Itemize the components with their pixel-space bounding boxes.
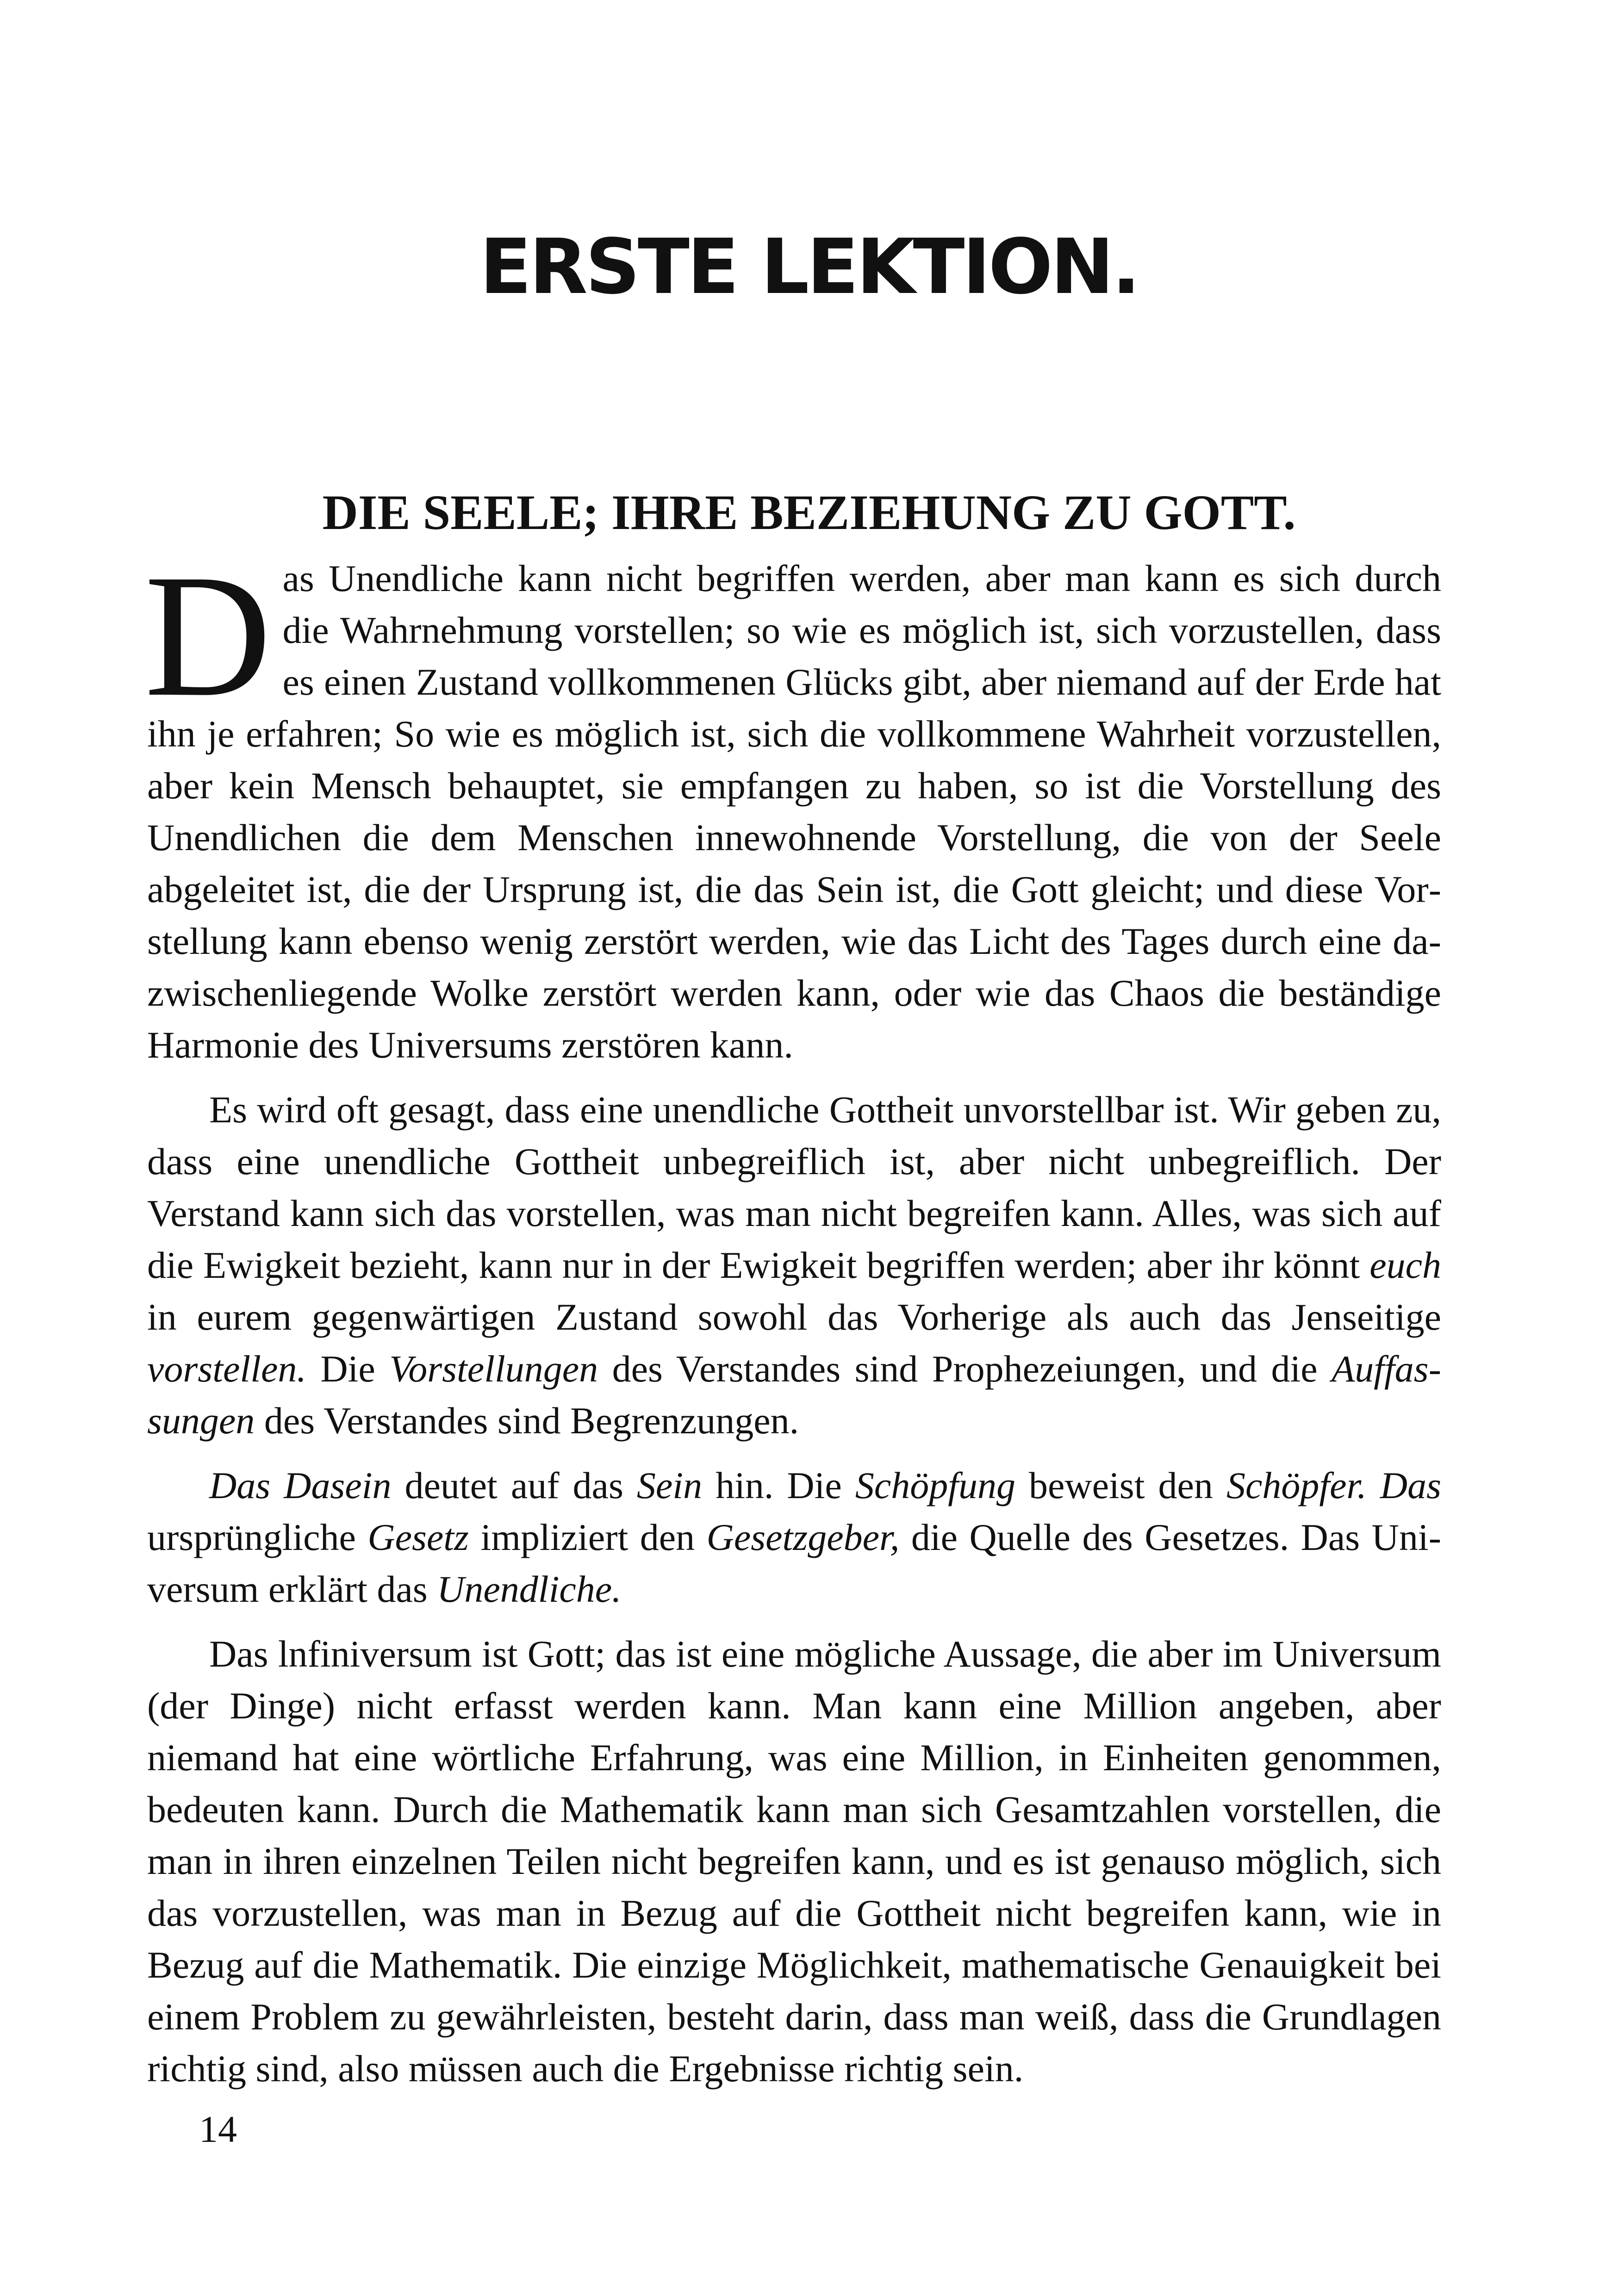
italic-run: Vorstellungen [389, 1348, 598, 1390]
text-run: des Verstandes sind Prophezeiungen, und die [598, 1348, 1332, 1390]
text-run: Es wird oft gesagt, dass eine unendliche Gottheit unvorstellbar ist. Wir geben zu, dass eine unendliche Gottheit unbegreiflich ist, aber nicht unbegreiflich. Der Verstand kann sich das vorstellen, was man nicht begreifen kann. Alles, was sich auf die Ewigkeit bezieht, kann nur in der Ewigkeit begriffen werden; aber ihr könnt [147, 1089, 1441, 1286]
text-run: deutet auf das [391, 1464, 637, 1506]
paragraph-1 [144, 538, 1441, 1071]
section-title: DIE SEELE; IHRE BEZIEHUNG ZU GOTT. [322, 485, 1296, 540]
paragraph-4 [147, 1628, 1441, 2095]
text-run: ursprüngliche [147, 1516, 368, 1558]
drop-cap: D [144, 538, 272, 733]
italic-run: Gesetz [367, 1516, 469, 1558]
italic-run: Auffassungen [147, 1348, 1441, 1442]
chapter-title: ERSTE LEKTION. [479, 223, 1139, 311]
italic-run: Schöpfung [855, 1464, 1015, 1506]
text-run: die Quelle des Gesetzes. Das Universum erklärt das [147, 1516, 1441, 1610]
italic-run: Sein [636, 1464, 703, 1506]
italic-run: Gesetzgeber, [706, 1516, 900, 1558]
paragraph-4-text: Das lnfiniversum ist Gott; das ist eine mögliche Aussage, die aber im Universum (der Dinge) nicht erfasst werden kann. Man kann eine Million angeben, aber niemand hat eine wörtliche Erfahrung, was eine Million, in Einheiten genommen, bedeuten kann. Durch die Mathematik kann man sich Gesamtzahlen vorstellen, die man in ihren einzelnen Teilen nicht begreifen kann, und es ist genauso möglich, sich das vorzustellen, was man in Bezug auf die Gottheit nicht begreifen kann, wie in Bezug auf die Mathematik. Die einzige Möglichkeit, mathematische Genauigkeit bei einem Problem zu gewährleisten, besteht darin, dass man weiß, dass die Grundlagen richtig sind, also müssen auch die Ergebnisse richtig sein. [147, 1633, 1441, 2090]
text-run: Die [306, 1348, 390, 1390]
text-run: hin. Die [702, 1464, 855, 1506]
italic-run: vorstellen. [147, 1348, 306, 1390]
italic-run: Unendliche. [437, 1568, 622, 1610]
text-run: in eurem gegenwärtigen Zustand sowohl das Vorherige als auch das Jenseitige [147, 1296, 1441, 1338]
page-number: 14 [199, 2108, 237, 2150]
text-run: beweist den [1015, 1464, 1226, 1506]
body-text [144, 538, 1441, 2108]
text-run: des Verstandes sind Begrenzungen. [255, 1400, 799, 1442]
italic-run: Das Dasein [209, 1464, 392, 1506]
paragraph-1-text: as Unendliche kann nicht begriffen werden, aber man kann es sich durch die Wahrnehmung vorstellen; so wie es möglich ist, sich vorzustellen, dass es einen Zustand vollkommenen Glücks gibt, aber niemand auf der Erde hat ihn je erfahren; So wie es möglich ist, sich die vollkommene Wahrheit vorzustellen, aber kein Mensch behauptet, sie empfangen zu haben, so ist die Vorstellung des Unendlichen die dem Menschen innewohnende Vorstellung, die von der Seele abgeleitet ist, die der Ursprung ist, die das Sein ist, die Gott gleicht; und diese Vorstellung kann ebenso wenig zerstört werden, wie das Licht des Tages durch eine dazwischenliegende Wolke zerstört werden kann, oder wie das Chaos die beständige Harmonie des Universums zerstören kann. [147, 557, 1441, 1066]
paragraph-3 [147, 1460, 1441, 1615]
paragraph-2 [147, 1084, 1441, 1447]
italic-run: euch [1369, 1244, 1441, 1286]
italic-run: Schöpfer. Das [1226, 1464, 1441, 1506]
text-run: impliziert den [468, 1516, 707, 1558]
